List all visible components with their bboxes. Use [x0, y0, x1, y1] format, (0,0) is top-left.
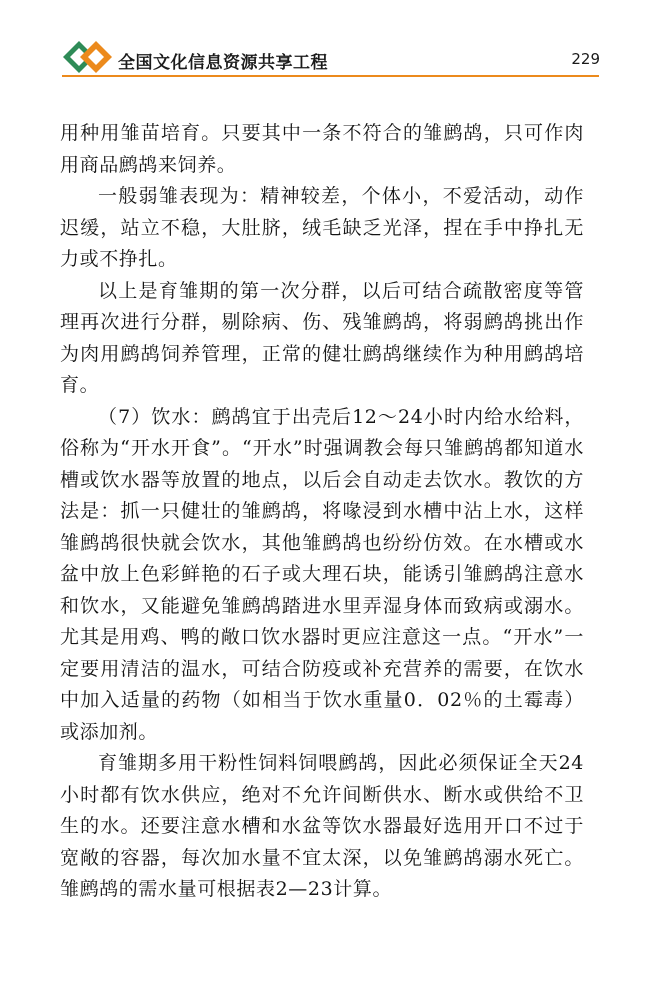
paragraph-1: 用种用雏苗培育。只要其中一条不符合的雏鹧鸪，只可作肉用商品鹧鸪来饲养。: [60, 122, 584, 176]
header-divider: [62, 75, 599, 77]
paragraph-4: （7）饮水：鹧鸪宜于出壳后12～24小时内给水给料，俗称为“开水开食”。“开水”时强调教会每只雏鹧鸪都知道水槽或饮水器等放置的地点，以后会自动走去饮水。教饮的方法是：抓一只健壮的雏鹧鸪，将喙浸到水槽中沾上水，这样雏鹧鸪很快就会饮水，其他雏鹧鸪也纷纷仿效。在水槽或水盆中放上色彩鲜艳的石子或大理石块，能诱引雏鹧鸪注意水和饮水，又能避免雏鹧鸪踏进水里弄湿身体而致病或溺水。尤其是用鸡、鸭的敞口饮水器时更应注意这一点。“开水”一定要用清洁的温水，可结合防疫或补充营养的需要，在饮水中加入适量的药物（如相当于饮水重量0．02％的土霉毒）或添加剂。: [60, 405, 584, 743]
header-title: 全国文化信息资源共享工程: [118, 53, 328, 73]
diamond-logo-icon: [62, 40, 114, 74]
page-number: 229: [571, 50, 600, 68]
body-text: [60, 118, 584, 906]
paragraph-2: 一般弱雏表现为：精神较差，个体小，不爱活动，动作迟缓，站立不稳，大肚脐，绒毛缺乏光泽，捏在手中挣扎无力或不挣扎。: [60, 185, 584, 270]
paragraph-5: 育雏期多用干粉性饲料饲喂鹧鸪，因此必须保证全天24小时都有饮水供应，绝对不允许间断供水、断水或供给不卫生的水。还要注意水槽和水盆等饮水器最好选用开口不过于宽敞的容器，每次加水量不宜太深，以免雏鹧鸪溺水死亡。雏鹧鸪的需水量可根据表2—23计算。: [60, 752, 584, 900]
page-header: [0, 0, 646, 80]
paragraph-3: 以上是育雏期的第一次分群，以后可结合疏散密度等管理再次进行分群，剔除病、伤、残雏鹧鸪，将弱鹧鸪挑出作为肉用鹧鸪饲养管理，正常的健壮鹧鸪继续作为种用鹧鸪培育。: [60, 279, 584, 396]
